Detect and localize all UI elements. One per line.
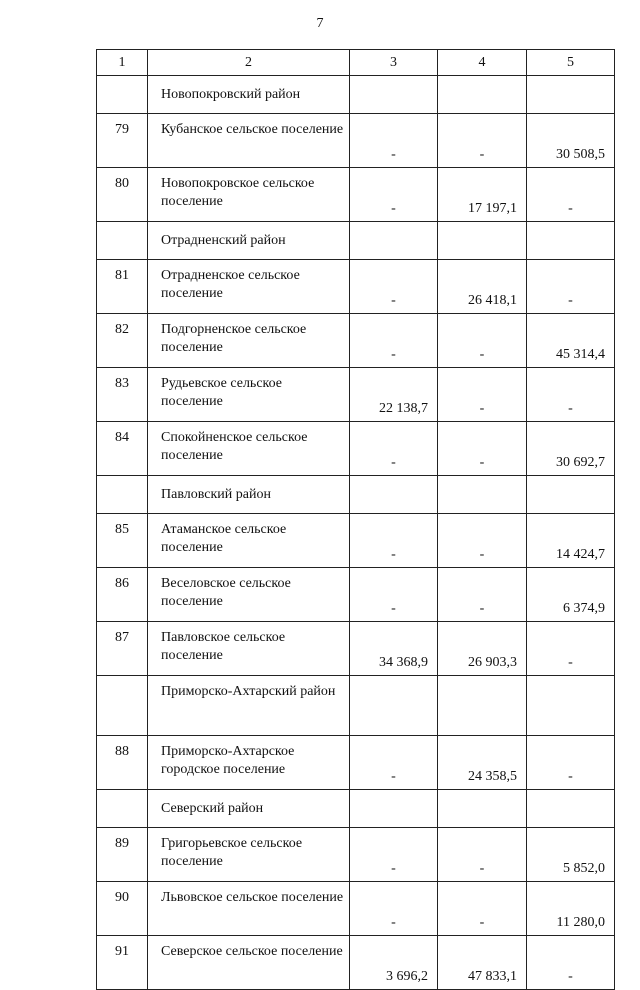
row-number: [97, 476, 148, 514]
table-header-row: [97, 50, 615, 76]
value-col-5: -: [527, 168, 615, 222]
column-header-2: 2: [148, 50, 350, 76]
table-row: [97, 936, 615, 990]
table-row: [97, 368, 615, 422]
value-col-4: [438, 76, 527, 114]
value-col-4: 17 197,1: [438, 168, 527, 222]
value-col-4: -: [438, 114, 527, 168]
value-col-4: [438, 790, 527, 828]
row-number: [97, 76, 148, 114]
value-col-4: -: [438, 882, 527, 936]
column-header-1: 1: [97, 50, 148, 76]
value-col-4: [438, 222, 527, 260]
value-col-3: [350, 76, 438, 114]
row-number: 84: [97, 422, 148, 476]
district-row: [97, 222, 615, 260]
value-col-5: [527, 222, 615, 260]
value-col-3: 3 696,2: [350, 936, 438, 990]
table-row: [97, 314, 615, 368]
row-number: 87: [97, 622, 148, 676]
district-name: Новопокровский район: [148, 76, 350, 114]
settlement-name: Атаманское сельское поселение: [148, 514, 350, 568]
settlement-name: Григорьевское сельское поселение: [148, 828, 350, 882]
value-col-3: -: [350, 114, 438, 168]
row-number: 89: [97, 828, 148, 882]
row-number: [97, 790, 148, 828]
settlement-name: Приморско-Ахтарское городское поселение: [148, 736, 350, 790]
column-header-4: 4: [438, 50, 527, 76]
data-table: [96, 49, 615, 990]
value-col-5: -: [527, 368, 615, 422]
settlement-name: Спокойненское сельское поселение: [148, 422, 350, 476]
district-row: [97, 476, 615, 514]
column-header-5: 5: [527, 50, 615, 76]
value-col-5: 45 314,4: [527, 314, 615, 368]
value-col-5: 6 374,9: [527, 568, 615, 622]
district-name: Отрадненский район: [148, 222, 350, 260]
value-col-3: [350, 790, 438, 828]
value-col-3: -: [350, 314, 438, 368]
value-col-5: [527, 676, 615, 736]
district-row: [97, 790, 615, 828]
value-col-3: -: [350, 260, 438, 314]
value-col-4: -: [438, 828, 527, 882]
settlement-name: Павловское сельское поселение: [148, 622, 350, 676]
table-row: [97, 828, 615, 882]
row-number: 83: [97, 368, 148, 422]
value-col-3: [350, 222, 438, 260]
value-col-5: [527, 476, 615, 514]
row-number: 91: [97, 936, 148, 990]
value-col-5: 11 280,0: [527, 882, 615, 936]
table-row: [97, 568, 615, 622]
value-col-3: -: [350, 736, 438, 790]
value-col-4: 24 358,5: [438, 736, 527, 790]
settlement-name: Веселовское сельское поселение: [148, 568, 350, 622]
value-col-3: -: [350, 514, 438, 568]
value-col-3: -: [350, 422, 438, 476]
value-col-5: -: [527, 736, 615, 790]
table-row: [97, 514, 615, 568]
row-number: [97, 222, 148, 260]
value-col-5: -: [527, 260, 615, 314]
value-col-4: 47 833,1: [438, 936, 527, 990]
row-number: [97, 676, 148, 736]
value-col-3: -: [350, 828, 438, 882]
value-col-5: -: [527, 622, 615, 676]
district-row: [97, 676, 615, 736]
page-number: 7: [316, 16, 324, 31]
value-col-4: -: [438, 568, 527, 622]
table-row: [97, 882, 615, 936]
settlement-name: Отрадненское сельское поселение: [148, 260, 350, 314]
value-col-4: 26 903,3: [438, 622, 527, 676]
row-number: 80: [97, 168, 148, 222]
row-number: 81: [97, 260, 148, 314]
table-row: [97, 422, 615, 476]
row-number: 82: [97, 314, 148, 368]
settlement-name: Новопокровское сельское поселение: [148, 168, 350, 222]
table-row: [97, 168, 615, 222]
row-number: 79: [97, 114, 148, 168]
settlement-name: Кубанское сельское поселение: [148, 114, 350, 168]
row-number: 88: [97, 736, 148, 790]
row-number: 90: [97, 882, 148, 936]
district-name: Приморско-Ахтарский район: [148, 676, 350, 736]
table-row: [97, 622, 615, 676]
value-col-5: 30 508,5: [527, 114, 615, 168]
value-col-3: -: [350, 882, 438, 936]
table-row: [97, 736, 615, 790]
value-col-3: 34 368,9: [350, 622, 438, 676]
row-number: 86: [97, 568, 148, 622]
table-body: [97, 50, 615, 990]
value-col-5: 5 852,0: [527, 828, 615, 882]
value-col-4: [438, 676, 527, 736]
value-col-4: -: [438, 368, 527, 422]
value-col-3: 22 138,7: [350, 368, 438, 422]
value-col-5: 14 424,7: [527, 514, 615, 568]
settlement-name: Рудьевское сельское поселение: [148, 368, 350, 422]
value-col-4: -: [438, 514, 527, 568]
value-col-5: -: [527, 936, 615, 990]
settlement-name: Северское сельское поселение: [148, 936, 350, 990]
settlement-name: Подгорненское сельское поселение: [148, 314, 350, 368]
column-header-3: 3: [350, 50, 438, 76]
district-name: Северский район: [148, 790, 350, 828]
value-col-4: -: [438, 422, 527, 476]
value-col-3: [350, 476, 438, 514]
district-name: Павловский район: [148, 476, 350, 514]
value-col-4: [438, 476, 527, 514]
table-row: [97, 114, 615, 168]
value-col-3: -: [350, 168, 438, 222]
value-col-5: 30 692,7: [527, 422, 615, 476]
value-col-3: [350, 676, 438, 736]
value-col-4: 26 418,1: [438, 260, 527, 314]
value-col-5: [527, 790, 615, 828]
table-row: [97, 260, 615, 314]
value-col-3: -: [350, 568, 438, 622]
settlement-name: Львовское сельское поселение: [148, 882, 350, 936]
value-col-4: -: [438, 314, 527, 368]
district-row: [97, 76, 615, 114]
value-col-5: [527, 76, 615, 114]
row-number: 85: [97, 514, 148, 568]
